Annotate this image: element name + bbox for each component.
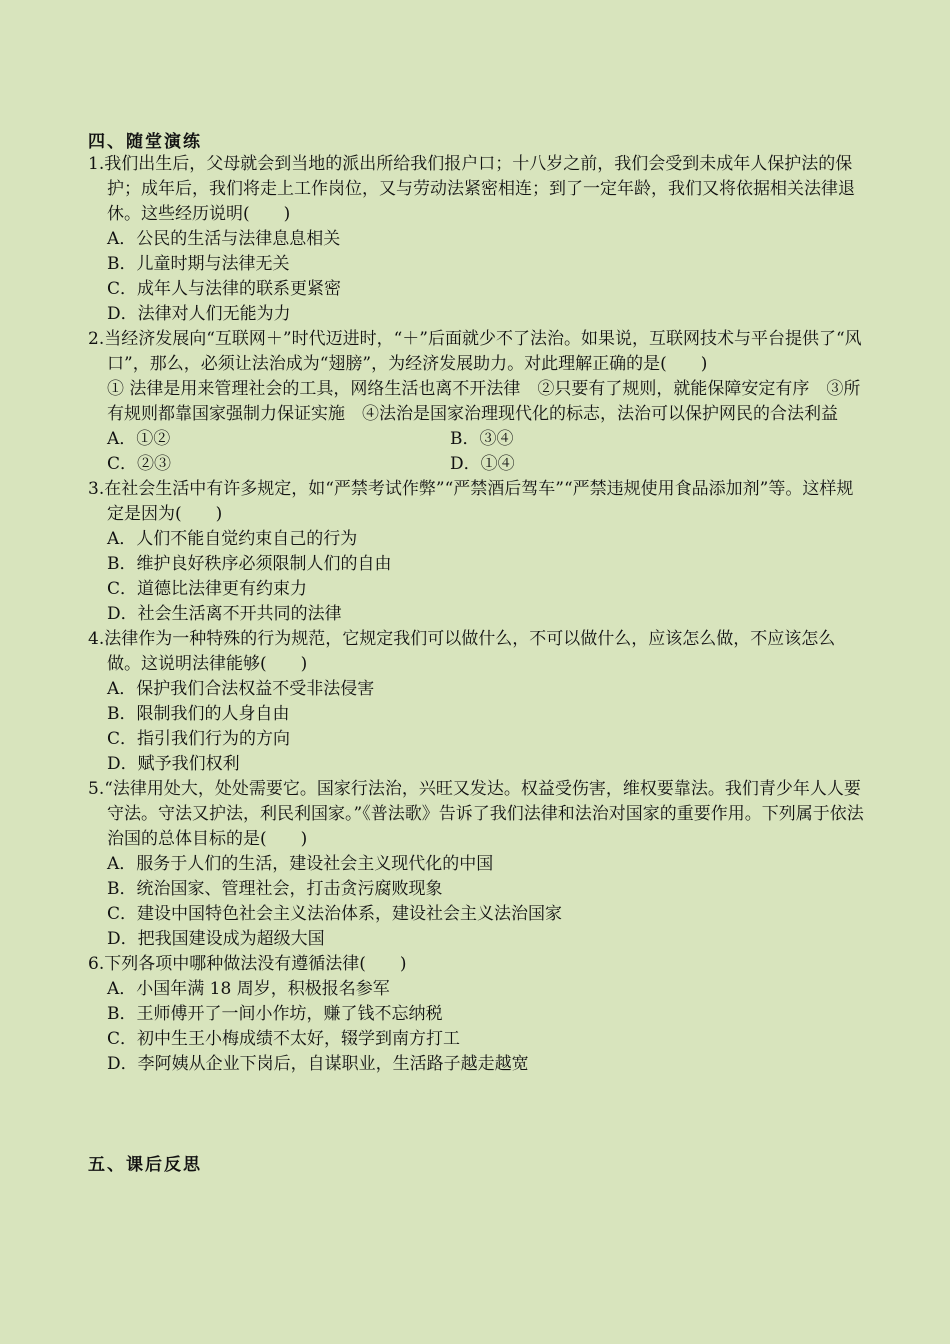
option-b: B．儿童时期与法律无关	[107, 254, 290, 274]
option-a: A．小国年满 18 周岁，积极报名参军	[107, 979, 390, 999]
option-d: D．社会生活离不开共同的法律	[107, 604, 342, 624]
question-2	[88, 327, 868, 477]
question-5	[88, 777, 868, 952]
question-text: 6.下列各项中哪种做法没有遵循法律( )	[88, 954, 407, 974]
option-c: C．②③	[107, 454, 172, 474]
question-4	[88, 627, 868, 777]
option-d: D．①④	[450, 454, 515, 474]
option-b: B．维护良好秩序必须限制人们的自由	[107, 554, 392, 574]
section-title-reflection: 五、课后反思	[88, 1155, 202, 1175]
option-row	[88, 452, 868, 477]
option-a: A．公民的生活与法律息息相关	[107, 229, 341, 249]
option-a: A．人们不能自觉约束自己的行为	[107, 529, 358, 549]
option-c: C．成年人与法律的联系更紧密	[107, 279, 342, 299]
option-c: C．建设中国特色社会主义法治体系，建设社会主义法治国家	[107, 904, 563, 924]
question-3	[88, 477, 868, 627]
section-title-practice: 四、随堂演练	[88, 132, 202, 152]
option-a: A．服务于人们的生活，建设社会主义现代化的中国	[107, 854, 494, 874]
question-1	[88, 152, 868, 327]
option-b: B．统治国家、管理社会，打击贪污腐败现象	[107, 879, 443, 899]
option-row	[88, 427, 868, 452]
option-d: D．赋予我们权利	[107, 754, 240, 774]
option-d: D．法律对人们无能为力	[107, 304, 291, 324]
question-text: 5.“法律用处大，处处需要它。国家行法治，兴旺又发达。权益受伤害，维权要靠法。我们青少年人人要守法。守法又护法，利民利国家。”《普法歌》告诉了我们法律和法治对国家的重要作用。下列属于依法治国的总体目标的是( )	[88, 779, 864, 849]
question-text: 3.在社会生活中有许多规定，如“严禁考试作弊”“严禁酒后驾车”“严禁违规使用食品添加剂”等。这样规定是因为( )	[88, 479, 854, 524]
option-b: B．王师傅开了一间小作坊，赚了钱不忘纳税	[107, 1004, 443, 1024]
question-text: 4.法律作为一种特殊的行为规范，它规定我们可以做什么，不可以做什么，应该怎么做，不应该怎么做。这说明法律能够( )	[88, 629, 836, 674]
option-c: C．初中生王小梅成绩不太好，辍学到南方打工	[107, 1029, 461, 1049]
option-c: C．指引我们行为的方向	[107, 729, 291, 749]
question-text: 1.我们出生后，父母就会到当地的派出所给我们报户口；十八岁之前，我们会受到未成年人保护法的保护；成年后，我们将走上工作岗位，又与劳动法紧密相连；到了一定年龄，我们又将依据相关法律退休。这些经历说明( )	[88, 154, 855, 224]
question-6	[88, 952, 868, 1077]
question-text: 2.当经济发展向“互联网＋”时代迈进时，“＋”后面就少不了法治。如果说，互联网技术与平台提供了“风口”，那么，必须让法治成为“翅膀”，为经济发展助力。对此理解正确的是( )	[88, 329, 862, 374]
option-d: D．李阿姨从企业下岗后，自谋职业，生活路子越走越宽	[107, 1054, 529, 1074]
statement-list: ① 法律是用来管理社会的工具，网络生活也离不开法律 ②只要有了规则，就能保障安定有序 ③所有规则都靠国家强制力保证实施 ④法治是国家治理现代化的标志，法治可以保护网民的合法利益	[107, 379, 861, 424]
option-b: B．③④	[450, 429, 514, 449]
option-b: B．限制我们的人身自由	[107, 704, 290, 724]
option-c: C．道德比法律更有约束力	[107, 579, 308, 599]
question-list	[88, 152, 868, 1077]
option-a: A．保护我们合法权益不受非法侵害	[107, 679, 375, 699]
option-a: A．①②	[107, 429, 171, 449]
option-d: D．把我国建设成为超级大国	[107, 929, 325, 949]
